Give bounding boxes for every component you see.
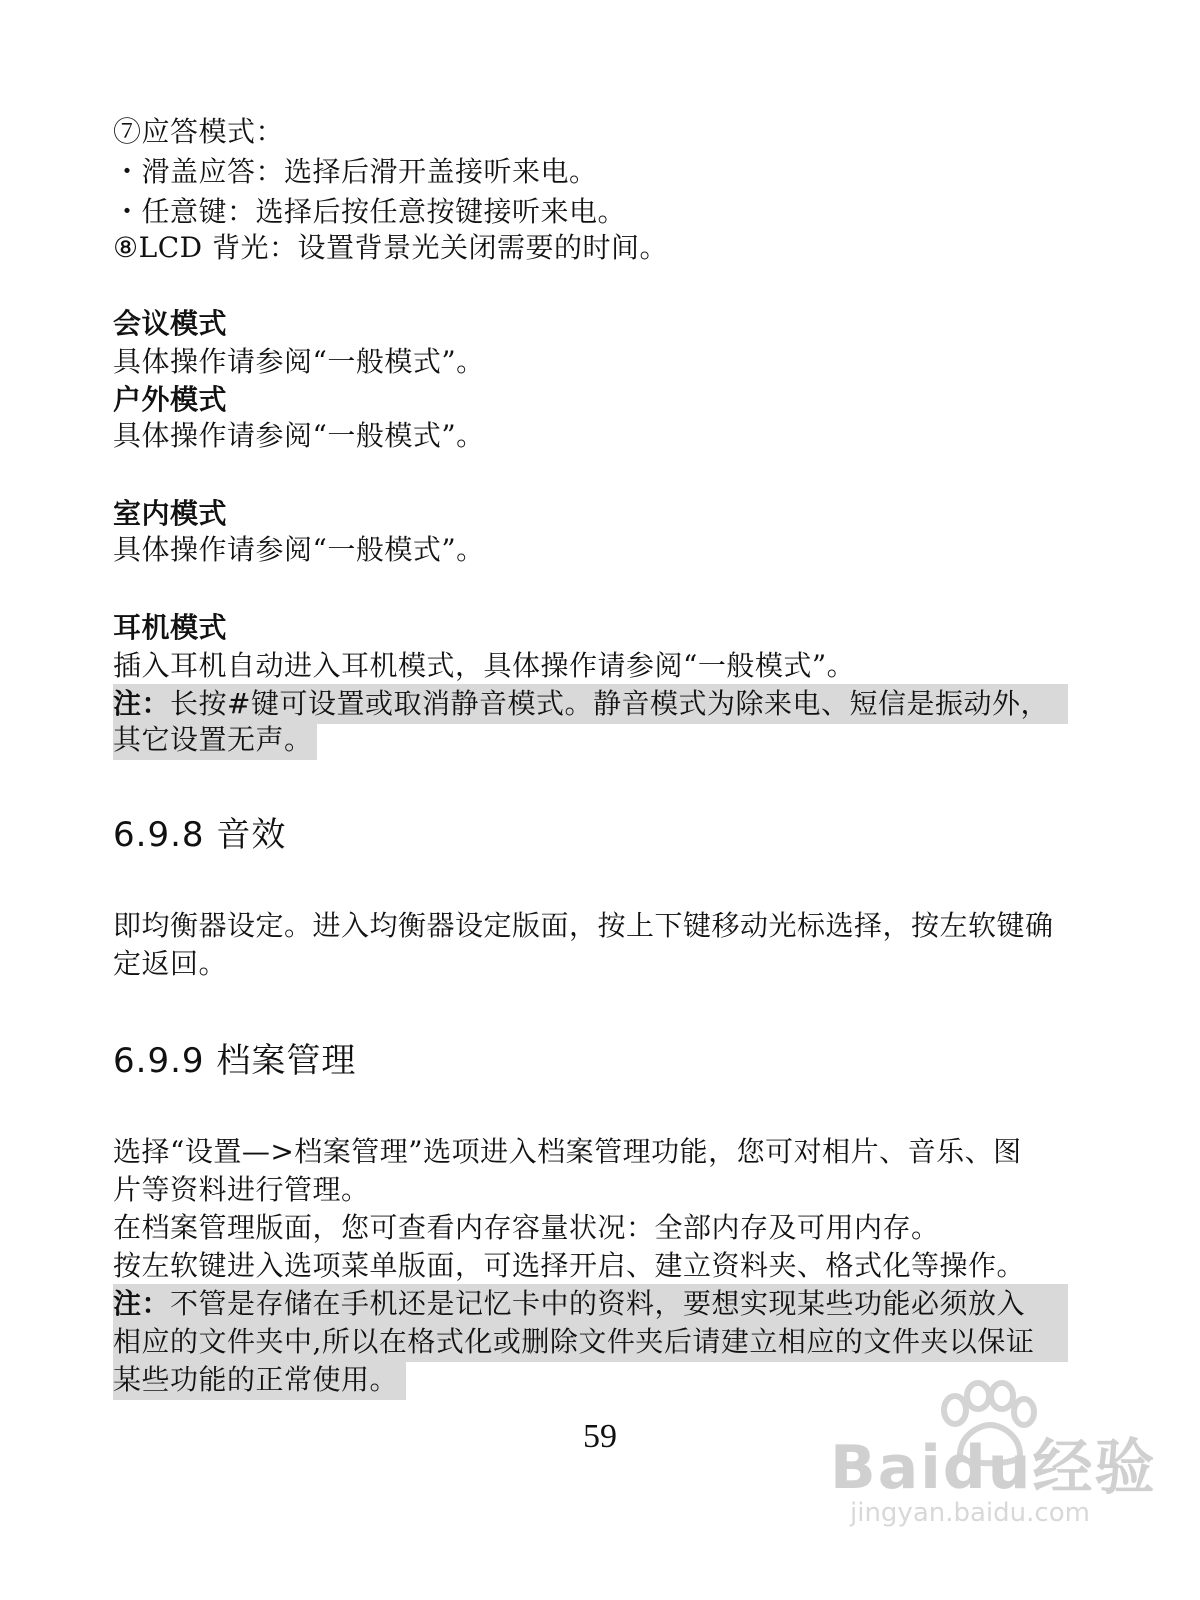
sound-effect-text-line-1: 即均衡器设定。进入均衡器设定版面，按上下键移动光标选择，按左软键确 [113,909,1054,942]
file-manager-text-line-3: 在档案管理版面，您可查看内存容量状况：全部内存及可用内存。 [113,1211,940,1244]
headset-note-line-2: 其它设置无声。 [113,720,317,760]
file-manager-text-line-2: 片等资料进行管理。 [113,1173,370,1206]
answer-mode-title: ⑦应答模式： [113,115,285,148]
file-note-line-2: 相应的文件夹中,所以在格式化或删除文件夹后请建立相应的文件夹以保证 [113,1322,1068,1362]
slide-answer-item: ・滑盖应答：选择后滑开盖接听来电。 [113,155,598,188]
file-manager-heading: 6.9.9 档案管理 [113,1041,357,1081]
file-note-line-1 [113,1284,1068,1324]
meeting-mode-title: 会议模式 [113,307,228,340]
note-text: 不管是存储在手机还是记忆卡中的资料，要想实现某些功能必须放入 [170,1287,1026,1320]
outdoor-mode-text: 具体操作请参阅“一般模式”。 [113,419,485,452]
lcd-backlight-item: ⑧LCD 背光：设置背景光关闭需要的时间。 [113,231,668,264]
outdoor-mode-title: 户外模式 [113,383,228,416]
meeting-mode-text: 具体操作请参阅“一般模式”。 [113,345,485,378]
indoor-mode-title: 室内模式 [113,497,228,530]
note-label: 注： [113,1287,171,1320]
note-label: 注： [113,687,171,720]
any-key-item: ・任意键：选择后按任意按键接听来电。 [113,195,627,228]
watermark-url: jingyan.baidu.com [850,1498,1090,1528]
indoor-mode-text: 具体操作请参阅“一般模式”。 [113,533,485,566]
note-text: 长按#键可设置或取消静音模式。静音模式为除来电、短信是振动外， [170,687,1049,720]
file-note-line-3: 某些功能的正常使用。 [113,1360,406,1400]
sound-effect-heading: 6.9.8 音效 [113,815,287,855]
baidu-watermark [820,1380,1157,1560]
sound-effect-text-line-2: 定返回。 [113,947,228,980]
headset-note-line-1 [113,684,1068,724]
page-number: 59 [583,1418,617,1455]
headset-mode-title: 耳机模式 [113,611,228,644]
file-manager-text-line-4: 按左软键进入选项菜单版面，可选择开启、建立资料夹、格式化等操作。 [113,1249,1026,1282]
file-manager-text-line-1: 选择“设置—>档案管理”选项进入档案管理功能，您可对相片、音乐、图 [113,1135,1022,1168]
headset-mode-text: 插入耳机自动进入耳机模式，具体操作请参阅“一般模式”。 [113,649,856,682]
watermark-brand: Baidu经验 [830,1433,1157,1503]
